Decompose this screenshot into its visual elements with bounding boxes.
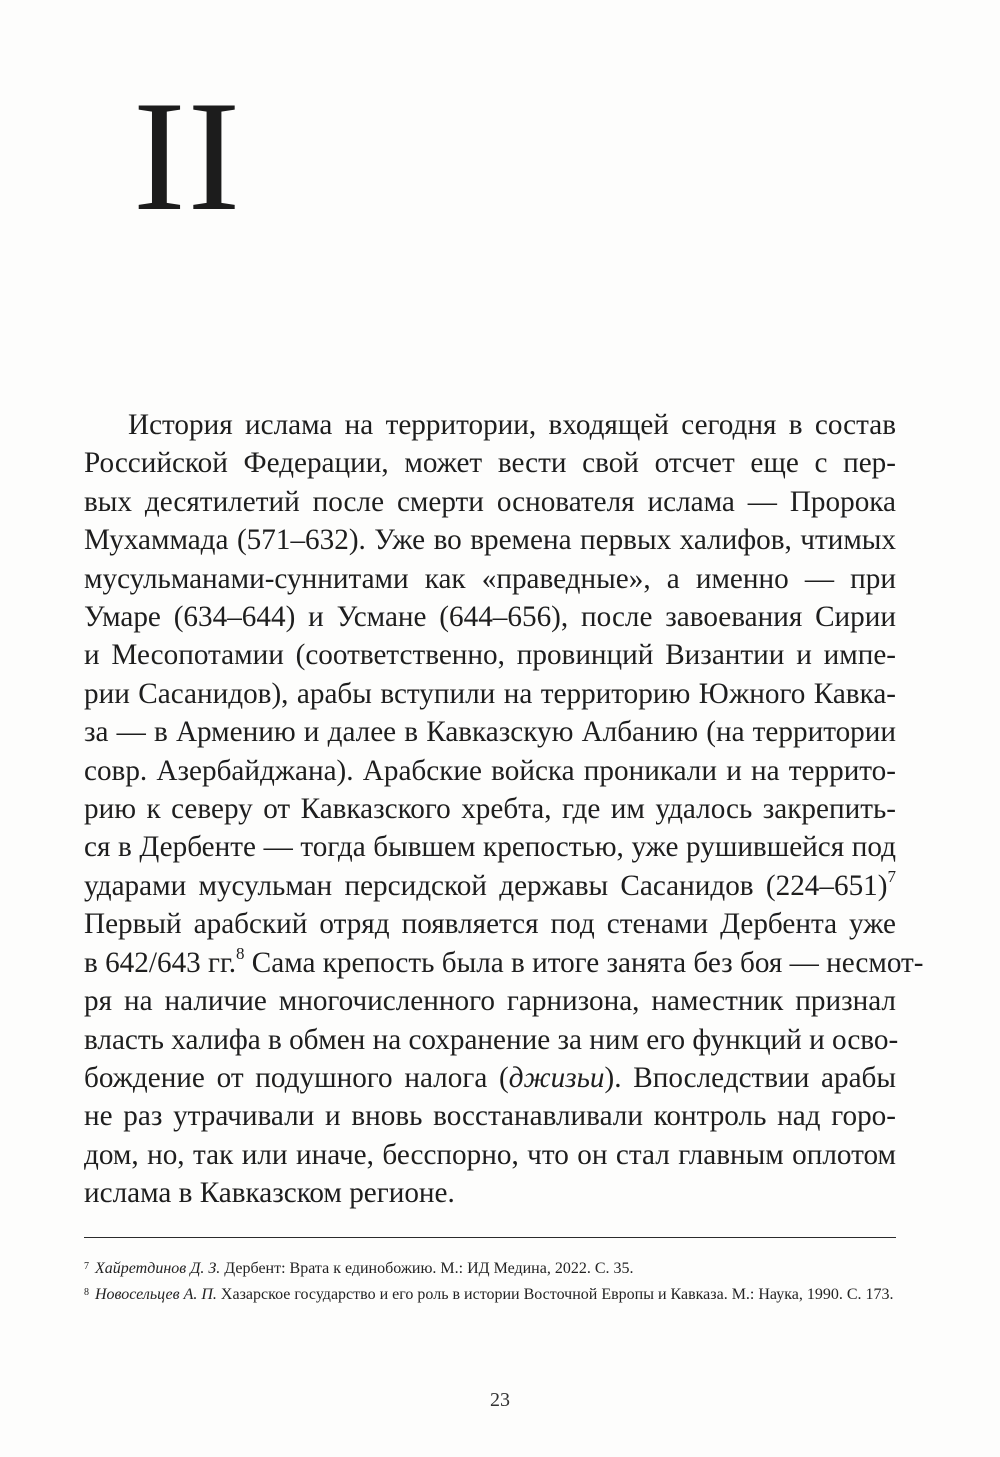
text-segment: ). Впоследствии арабы bbox=[604, 1061, 897, 1094]
text-line: не раз утрачивали и вновь восстанавливали контроль над горо- bbox=[84, 1100, 896, 1133]
text-line: ислама в Кавказском регионе. bbox=[84, 1177, 455, 1210]
footnote-number: 8 bbox=[84, 1287, 89, 1298]
text-line: ся в Дербенте — тогда бывшем крепостью, уже рушившейся под bbox=[84, 831, 896, 864]
text-line: дом, но, так или иначе, бесспорно, что он стал главным оплотом bbox=[84, 1138, 896, 1171]
text-segment: бождение от подушного налога ( bbox=[84, 1061, 509, 1094]
text-line: за — в Армению и далее в Кавказскую Албанию (на территории bbox=[84, 716, 896, 749]
text-segment: ударами мусульман персидской державы Сасанидов (224–651) bbox=[84, 869, 888, 902]
italic-term: джизьи bbox=[508, 1061, 605, 1094]
text-line: Первый арабский отряд появляется под стенами Дербента уже bbox=[84, 908, 896, 941]
footnote-author: Новосельцев А. П. bbox=[95, 1286, 217, 1303]
page-number: 23 bbox=[490, 1389, 510, 1411]
text-line: Умаре (634–644) и Усмане (644–656), после завоевания Сирии bbox=[84, 601, 896, 634]
footnote-ref-8[interactable]: 8 bbox=[236, 943, 245, 963]
text-line: вых десятилетий после смерти основателя ислама — Пророка bbox=[84, 485, 896, 518]
text-line: ря на наличие многочисленного гарнизона, наместник признал bbox=[84, 985, 896, 1018]
text-line: власть халифа в обмен на сохранение за ним его функций и осво- bbox=[84, 1023, 899, 1056]
text-line: совр. Азербайджана). Арабские войска проникали и на террито- bbox=[84, 754, 896, 787]
text-line-with-footnote bbox=[84, 867, 896, 905]
footnote-text: Дербент: Врата к единобожию. М.: ИД Медина, 2022. С. 35. bbox=[224, 1260, 634, 1277]
text-segment: Сама крепость была в итоге занята без боя — несмот- bbox=[251, 946, 924, 979]
text-line: рию к северу от Кавказского хребта, где им удалось закрепить- bbox=[84, 793, 896, 826]
text-line: мусульманами-суннитами как «праведные», а именно — при bbox=[84, 562, 896, 595]
text-segment: в 642/643 гг. bbox=[84, 946, 236, 979]
text-line: История ислама на территории, входящей сегодня в состав bbox=[128, 409, 896, 441]
text-line-with-italic bbox=[84, 1059, 896, 1097]
footnote-ref-7[interactable]: 7 bbox=[887, 866, 896, 886]
chapter-number: II bbox=[133, 69, 243, 244]
text-line-with-footnote bbox=[84, 943, 924, 982]
text-line: Мухаммада (571–632). Уже во времена первых халифов, чтимых bbox=[84, 524, 896, 557]
footnote-8 bbox=[84, 1282, 896, 1306]
footnote-number: 7 bbox=[84, 1261, 89, 1272]
body-paragraph bbox=[84, 406, 924, 1213]
footnotes bbox=[84, 1256, 896, 1308]
footnote-author: Хайретдинов Д. З. bbox=[95, 1260, 221, 1277]
footnote-text: Хазарское государство и его роль в истории Восточной Европы и Кавказа. М.: Наука, 1990. С. 173. bbox=[220, 1286, 894, 1303]
text-line: Российской Федерации, может вести свой отсчет еще с пер- bbox=[84, 447, 896, 480]
footnote-divider bbox=[84, 1237, 896, 1238]
text-line: рии Сасанидов), арабы вступили на территорию Южного Кавка- bbox=[84, 677, 896, 710]
text-line: и Месопотамии (соответственно, провинций Византии и импе- bbox=[84, 639, 896, 672]
footnote-7 bbox=[84, 1256, 896, 1280]
